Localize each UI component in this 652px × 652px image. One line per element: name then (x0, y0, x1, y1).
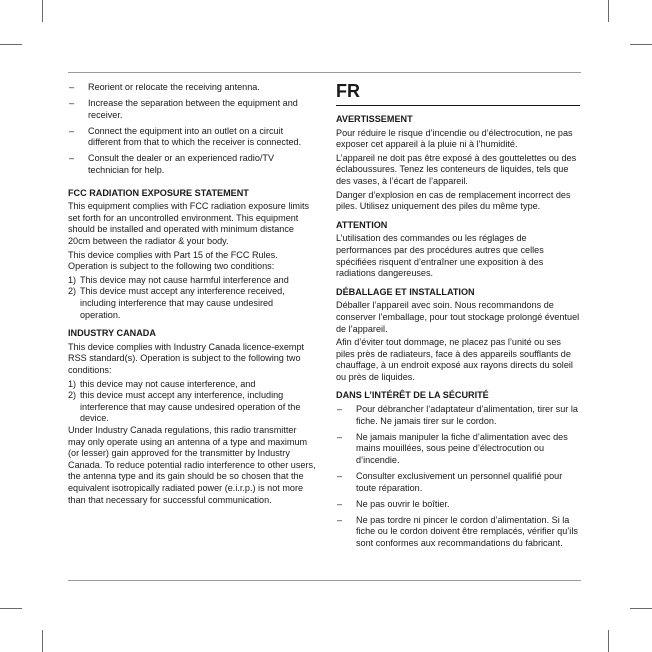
list-item: – Increase the separation between the equipment and receiver. (69, 98, 298, 120)
crop-mark (0, 44, 22, 45)
list-item: – Ne jamais manipuler la fiche d’alimentation avec des mains mouillées, sous peine d’électrocution ou d’incendie. (337, 431, 568, 465)
crop-mark (630, 44, 652, 45)
dash-bullet: – (69, 153, 75, 164)
paragraph: Danger d’explosion en cas de remplacement incorrect des piles. Utilisez uniquement des piles du même type. (336, 189, 571, 212)
dash-bullet: – (69, 125, 75, 136)
attention-heading: ATTENTION (336, 219, 388, 230)
list-item: 2) this device must accept any interference, including interference that may cause undesired operation of the device. (68, 390, 301, 424)
fcc-heading: FCC RADIATION EXPOSURE STATEMENT (68, 187, 249, 198)
list-item: 1) This device may not cause harmful interference and (68, 274, 289, 285)
list-item: – Pour débrancher l’adaptateur d’alimentation, tirer sur la fiche. Ne jamais tirer sur le cordon. (337, 404, 578, 426)
crop-mark (608, 0, 609, 22)
list-item: – Ne pas tordre ni pincer le cordon d’alimentation. Si la fiche ou le cordon doivent être remplacés, vérifier qu’ils sont conformes aux recommandations du fabricant. (337, 514, 578, 548)
right-column (336, 82, 580, 554)
list-item: – Ne pas ouvrir le boîtier. (337, 498, 450, 509)
industry-canada-heading: INDUSTRY CANADA (68, 328, 156, 339)
list-item: – Consult the dealer or an experienced radio/TV technician for help. (69, 153, 275, 176)
dash-bullet: – (69, 82, 75, 92)
dash-bullet: – (69, 98, 75, 109)
dash-bullet: – (337, 498, 343, 509)
paragraph: Déballer l’appareil avec soin. Nous recommandons de conserver l’emballage, pour tout stockage prolongé éventuel de l’appareil. (336, 300, 580, 334)
list-item: – Reorient or relocate the receiving antenna. (69, 82, 260, 92)
bottom-rule (68, 580, 581, 581)
crop-mark (0, 608, 22, 609)
list-item: – Connect the equipment into an outlet on a circuit different from that to which the receiver is connected. (69, 125, 302, 148)
paragraph: This equipment complies with FCC radiation exposure limits set forth for an uncontrolled environment. This equipment should be installed and operated with minimum distance 20cm between the radiator & your body. (68, 201, 310, 247)
paragraph: This device complies with Part 15 of the FCC Rules. Operation is subject to the following two conditions: (68, 249, 278, 272)
list-item: 2) This device must accept any interference received, including interference that may cause undesired operation. (68, 286, 285, 320)
dash-bullet: – (337, 471, 343, 482)
paragraph: L’appareil ne doit pas être exposé à des gouttelettes ou des éclaboussures. Tenez les conteneurs de liquides, tels que des vases, à l’écart de l’appareil. (336, 152, 577, 186)
top-rule (68, 72, 581, 73)
safety-heading: DANS L’INTÉRÊT DE LA SÉCURITÉ (336, 390, 489, 401)
language-rule (336, 105, 580, 106)
crop-mark (630, 608, 652, 609)
list-item: 1) this device may not cause interference, and (68, 378, 256, 389)
crop-mark (608, 630, 609, 652)
unpacking-heading: DÉBALLAGE ET INSTALLATION (336, 286, 475, 297)
left-column (68, 82, 316, 508)
warning-heading: AVERTISSEMENT (336, 114, 413, 124)
crop-mark (42, 0, 43, 22)
paragraph: This device complies with Industry Canada licence-exempt RSS standard(s). Operation is subject to the following two conditions: (68, 341, 305, 375)
paragraph: Afin d’éviter tout dommage, ne placez pas l’unité ou ses piles près de radiateurs, face à des appareils soufflants de chauffage, à un endroit exposé aux rayons directs du soleil ou près de liquides. (336, 337, 573, 382)
dash-bullet: – (337, 431, 343, 442)
paragraph: Pour réduire le risque d’incendie ou d’électrocution, ne pas exposer cet appareil à la pluie ni à l’humidité. (336, 127, 573, 150)
list-item: – Consulter exclusivement un personnel qualifié pour toute réparation. (337, 471, 563, 493)
crop-mark (42, 630, 43, 652)
paragraph: Under Industry Canada regulations, this radio transmitter may only operate using an antenna of a type and maximum (or lesser) gain approved for the transmitter by Industry Canada. To reduce potential radio interference to other users, the antenna type and its gain should be so chosen that the equivalent isotropically radiated power (e.i.r.p.) is not more than that necessary for successful communication. (68, 424, 316, 505)
dash-bullet: – (337, 514, 343, 525)
language-heading: FR (336, 81, 360, 101)
dash-bullet: – (337, 404, 343, 415)
paragraph: L’utilisation des commandes ou les réglages de performances par des procédures autres que celles spécifiées risquent d’entraîner une exposition à des radiations dangereuses. (336, 233, 544, 279)
